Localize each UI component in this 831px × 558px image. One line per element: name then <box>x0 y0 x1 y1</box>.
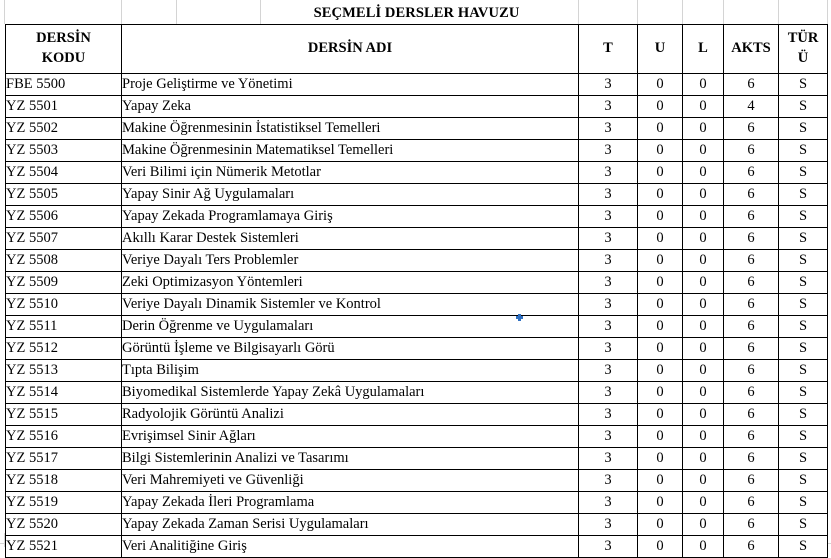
cell-course-code[interactable]: YZ 5511 <box>6 316 122 338</box>
cell-ects-credits[interactable]: 6 <box>724 338 779 360</box>
cell-course-code[interactable]: YZ 5512 <box>6 338 122 360</box>
table-row[interactable] <box>6 426 828 448</box>
cell-course-type[interactable]: S <box>779 536 828 558</box>
cell-course-name[interactable]: Veriye Dayalı Dinamik Sistemler ve Kontrol <box>122 294 579 316</box>
cell-ects-credits[interactable]: 6 <box>724 228 779 250</box>
cell-course-type[interactable]: S <box>779 316 828 338</box>
cell-course-type[interactable]: S <box>779 272 828 294</box>
table-row[interactable] <box>6 206 828 228</box>
course-code-header-line1: DERSİN <box>36 30 91 47</box>
cell-theory-hours[interactable]: 3 <box>579 250 638 272</box>
cell-course-type[interactable]: S <box>779 206 828 228</box>
cell-ects-credits[interactable]: 6 <box>724 294 779 316</box>
cell-practice-hours[interactable]: 0 <box>638 360 683 382</box>
cell-theory-hours[interactable]: 3 <box>579 492 638 514</box>
cell-theory-hours[interactable]: 3 <box>579 140 638 162</box>
table-title: SEÇMELİ DERSLER HAVUZU <box>313 4 520 21</box>
cell-course-type[interactable]: S <box>779 96 828 118</box>
table-row[interactable] <box>6 316 828 338</box>
cell-lab-hours[interactable]: 0 <box>683 294 724 316</box>
cell-theory-hours[interactable]: 3 <box>579 206 638 228</box>
cell-course-type[interactable]: S <box>779 360 828 382</box>
cell-theory-hours[interactable]: 3 <box>579 470 638 492</box>
table-row[interactable] <box>6 228 828 250</box>
cell-course-type[interactable]: S <box>779 426 828 448</box>
table-row[interactable] <box>6 514 828 536</box>
cell-practice-hours[interactable]: 0 <box>638 74 683 96</box>
cell-practice-hours[interactable]: 0 <box>638 228 683 250</box>
cell-course-name[interactable]: Yapay Sinir Ağ Uygulamaları <box>122 184 579 206</box>
cell-course-type[interactable]: S <box>779 404 828 426</box>
cell-lab-hours[interactable]: 0 <box>683 338 724 360</box>
cell-course-name[interactable]: Bilgi Sistemlerinin Analizi ve Tasarımı <box>122 448 579 470</box>
cell-practice-hours[interactable]: 0 <box>638 118 683 140</box>
cell-ects-credits[interactable]: 6 <box>724 492 779 514</box>
cell-course-name[interactable]: Zeki Optimizasyon Yöntemleri <box>122 272 579 294</box>
cell-ects-credits[interactable]: 6 <box>724 360 779 382</box>
column-header-course-code <box>6 25 122 74</box>
cell-ects-credits[interactable]: 6 <box>724 470 779 492</box>
cell-practice-hours[interactable]: 0 <box>638 206 683 228</box>
cell-lab-hours[interactable]: 0 <box>683 96 724 118</box>
cell-course-code[interactable]: YZ 5505 <box>6 184 122 206</box>
cell-lab-hours[interactable]: 0 <box>683 184 724 206</box>
table-row[interactable] <box>6 250 828 272</box>
cell-course-code[interactable]: YZ 5519 <box>6 492 122 514</box>
cell-course-type[interactable]: S <box>779 470 828 492</box>
table-row[interactable] <box>6 382 828 404</box>
cell-practice-hours[interactable]: 0 <box>638 426 683 448</box>
table-row[interactable] <box>6 492 828 514</box>
cell-lab-hours[interactable]: 0 <box>683 118 724 140</box>
cell-course-code[interactable]: FBE 5500 <box>6 74 122 96</box>
cell-practice-hours[interactable]: 0 <box>638 184 683 206</box>
cell-lab-hours[interactable]: 0 <box>683 74 724 96</box>
cell-theory-hours[interactable]: 3 <box>579 426 638 448</box>
cell-course-name[interactable]: Proje Geliştirme ve Yönetimi <box>122 74 579 96</box>
table-row[interactable] <box>6 162 828 184</box>
cell-course-name[interactable]: Akıllı Karar Destek Sistemleri <box>122 228 579 250</box>
cell-practice-hours[interactable]: 0 <box>638 536 683 558</box>
cell-course-code[interactable]: YZ 5521 <box>6 536 122 558</box>
column-header-ects: AKTS <box>724 25 779 74</box>
cell-lab-hours[interactable]: 0 <box>683 206 724 228</box>
cell-theory-hours[interactable]: 3 <box>579 360 638 382</box>
cell-theory-hours[interactable]: 3 <box>579 514 638 536</box>
cell-course-code[interactable]: YZ 5516 <box>6 426 122 448</box>
cell-course-type[interactable]: S <box>779 118 828 140</box>
cell-theory-hours[interactable]: 3 <box>579 272 638 294</box>
column-header-type <box>779 25 828 74</box>
cell-theory-hours[interactable]: 3 <box>579 184 638 206</box>
column-header-lab: L <box>683 25 724 74</box>
cell-lab-hours[interactable]: 0 <box>683 140 724 162</box>
cell-course-name[interactable]: Yapay Zekada Programlamaya Giriş <box>122 206 579 228</box>
cell-ects-credits[interactable]: 6 <box>724 184 779 206</box>
cell-course-name[interactable]: Makine Öğrenmesinin Matematiksel Temelleri <box>122 140 579 162</box>
cell-course-code[interactable]: YZ 5507 <box>6 228 122 250</box>
cell-practice-hours[interactable]: 0 <box>638 492 683 514</box>
cell-lab-hours[interactable]: 0 <box>683 492 724 514</box>
cell-theory-hours[interactable]: 3 <box>579 74 638 96</box>
cell-practice-hours[interactable]: 0 <box>638 272 683 294</box>
cell-course-code[interactable]: YZ 5504 <box>6 162 122 184</box>
cell-ects-credits[interactable]: 6 <box>724 404 779 426</box>
cell-course-code[interactable]: YZ 5502 <box>6 118 122 140</box>
cell-course-name[interactable]: Radyolojik Görüntü Analizi <box>122 404 579 426</box>
cell-practice-hours[interactable]: 0 <box>638 162 683 184</box>
cell-course-name[interactable]: Veri Mahremiyeti ve Güvenliği <box>122 470 579 492</box>
column-header-theory: T <box>579 25 638 74</box>
table-row[interactable] <box>6 74 828 96</box>
cell-lab-hours[interactable]: 0 <box>683 536 724 558</box>
cell-ects-credits[interactable]: 6 <box>724 140 779 162</box>
cell-ects-credits[interactable]: 4 <box>724 96 779 118</box>
cell-ects-credits[interactable]: 6 <box>724 250 779 272</box>
cell-practice-hours[interactable]: 0 <box>638 448 683 470</box>
cell-course-name[interactable]: Tıpta Bilişim <box>122 360 579 382</box>
cell-course-code[interactable]: YZ 5517 <box>6 448 122 470</box>
cell-practice-hours[interactable]: 0 <box>638 96 683 118</box>
cell-theory-hours[interactable]: 3 <box>579 448 638 470</box>
cell-course-code[interactable]: YZ 5503 <box>6 140 122 162</box>
cell-ects-credits[interactable]: 6 <box>724 118 779 140</box>
column-header-practice: U <box>638 25 683 74</box>
cell-ects-credits[interactable]: 6 <box>724 536 779 558</box>
cell-course-type[interactable]: S <box>779 492 828 514</box>
cell-lab-hours[interactable]: 0 <box>683 448 724 470</box>
cell-practice-hours[interactable]: 0 <box>638 316 683 338</box>
cell-lab-hours[interactable]: 0 <box>683 382 724 404</box>
cell-lab-hours[interactable]: 0 <box>683 426 724 448</box>
cell-practice-hours[interactable]: 0 <box>638 470 683 492</box>
cell-course-name[interactable]: Makine Öğrenmesinin İstatistiksel Temelleri <box>122 118 579 140</box>
cell-theory-hours[interactable]: 3 <box>579 162 638 184</box>
cell-ects-credits[interactable]: 6 <box>724 206 779 228</box>
cell-course-name[interactable]: Biyomedikal Sistemlerde Yapay Zekâ Uygulamaları <box>122 382 579 404</box>
cell-lab-hours[interactable]: 0 <box>683 470 724 492</box>
cell-lab-hours[interactable]: 0 <box>683 514 724 536</box>
table-title-row <box>6 2 828 25</box>
cell-theory-hours[interactable]: 3 <box>579 316 638 338</box>
cell-course-name[interactable]: Veri Analitiğine Giriş <box>122 536 579 558</box>
cell-course-code[interactable]: YZ 5506 <box>6 206 122 228</box>
cell-ects-credits[interactable]: 6 <box>724 382 779 404</box>
cell-course-type[interactable]: S <box>779 448 828 470</box>
cell-course-code[interactable]: YZ 5501 <box>6 96 122 118</box>
cell-ects-credits[interactable]: 6 <box>724 272 779 294</box>
cell-lab-hours[interactable]: 0 <box>683 316 724 338</box>
cell-theory-hours[interactable]: 3 <box>579 118 638 140</box>
table-row[interactable] <box>6 448 828 470</box>
cell-theory-hours[interactable]: 3 <box>579 382 638 404</box>
cell-lab-hours[interactable]: 0 <box>683 404 724 426</box>
cell-lab-hours[interactable]: 0 <box>683 162 724 184</box>
cell-course-code[interactable]: YZ 5514 <box>6 382 122 404</box>
cell-practice-hours[interactable]: 0 <box>638 382 683 404</box>
cell-course-type[interactable]: S <box>779 184 828 206</box>
cell-ects-credits[interactable]: 6 <box>724 514 779 536</box>
table-body <box>6 74 828 558</box>
cell-course-name[interactable]: Yapay Zekada İleri Programlama <box>122 492 579 514</box>
type-header-line1: TÜR <box>787 30 819 47</box>
cell-ects-credits[interactable]: 6 <box>724 448 779 470</box>
cell-course-type[interactable]: S <box>779 514 828 536</box>
table-row[interactable] <box>6 404 828 426</box>
table-row[interactable] <box>6 118 828 140</box>
course-code-header-line2: KODU <box>41 50 86 66</box>
cell-course-code[interactable]: YZ 5520 <box>6 514 122 536</box>
cell-lab-hours[interactable]: 0 <box>683 250 724 272</box>
cell-theory-hours[interactable]: 3 <box>579 228 638 250</box>
cell-course-code[interactable]: YZ 5515 <box>6 404 122 426</box>
table-row[interactable] <box>6 140 828 162</box>
cell-course-type[interactable]: S <box>779 140 828 162</box>
cell-course-type[interactable]: S <box>779 250 828 272</box>
cell-course-code[interactable]: YZ 5510 <box>6 294 122 316</box>
cell-theory-hours[interactable]: 3 <box>579 294 638 316</box>
type-header-line2: Ü <box>797 50 809 66</box>
cell-practice-hours[interactable]: 0 <box>638 338 683 360</box>
cell-theory-hours[interactable]: 3 <box>579 96 638 118</box>
cell-course-name[interactable]: Veri Bilimi için Nümerik Metotlar <box>122 162 579 184</box>
table-row[interactable] <box>6 294 828 316</box>
cell-course-code[interactable]: YZ 5509 <box>6 272 122 294</box>
cell-ects-credits[interactable]: 6 <box>724 74 779 96</box>
cell-lab-hours[interactable]: 0 <box>683 228 724 250</box>
cell-practice-hours[interactable]: 0 <box>638 140 683 162</box>
cell-theory-hours[interactable]: 3 <box>579 536 638 558</box>
cell-theory-hours[interactable]: 3 <box>579 338 638 360</box>
cell-course-type[interactable]: S <box>779 338 828 360</box>
cell-course-type[interactable]: S <box>779 228 828 250</box>
cell-course-code[interactable]: YZ 5518 <box>6 470 122 492</box>
cell-lab-hours[interactable]: 0 <box>683 360 724 382</box>
cell-practice-hours[interactable]: 0 <box>638 294 683 316</box>
cell-course-name[interactable]: Görüntü İşleme ve Bilgisayarlı Görü <box>122 338 579 360</box>
cell-course-type[interactable]: S <box>779 382 828 404</box>
cell-practice-hours[interactable]: 0 <box>638 514 683 536</box>
cell-course-code[interactable]: YZ 5513 <box>6 360 122 382</box>
cell-course-type[interactable]: S <box>779 162 828 184</box>
cell-course-name[interactable]: Evrişimsel Sinir Ağları <box>122 426 579 448</box>
cell-theory-hours[interactable]: 3 <box>579 404 638 426</box>
cell-lab-hours[interactable]: 0 <box>683 272 724 294</box>
table-row[interactable] <box>6 338 828 360</box>
cell-course-type[interactable]: S <box>779 74 828 96</box>
cell-course-name[interactable]: Yapay Zekada Zaman Serisi Uygulamaları <box>122 514 579 536</box>
cell-ects-credits[interactable]: 6 <box>724 316 779 338</box>
table-row[interactable] <box>6 470 828 492</box>
table-row[interactable] <box>6 96 828 118</box>
cell-course-name[interactable]: Yapay Zeka <box>122 96 579 118</box>
cell-course-name[interactable]: Veriye Dayalı Ters Problemler <box>122 250 579 272</box>
table-row[interactable] <box>6 184 828 206</box>
cell-practice-hours[interactable]: 0 <box>638 404 683 426</box>
cell-ects-credits[interactable]: 6 <box>724 162 779 184</box>
cell-course-name[interactable]: Derin Öğrenme ve Uygulamaları <box>122 316 579 338</box>
cell-course-code[interactable]: YZ 5508 <box>6 250 122 272</box>
cell-ects-credits[interactable]: 6 <box>724 426 779 448</box>
table-header-row <box>6 25 828 74</box>
column-header-course-name: DERSİN ADI <box>122 25 579 74</box>
elective-courses-table <box>5 2 828 558</box>
cell-course-type[interactable]: S <box>779 294 828 316</box>
cell-practice-hours[interactable]: 0 <box>638 250 683 272</box>
table-row[interactable] <box>6 360 828 382</box>
table-row[interactable] <box>6 272 828 294</box>
